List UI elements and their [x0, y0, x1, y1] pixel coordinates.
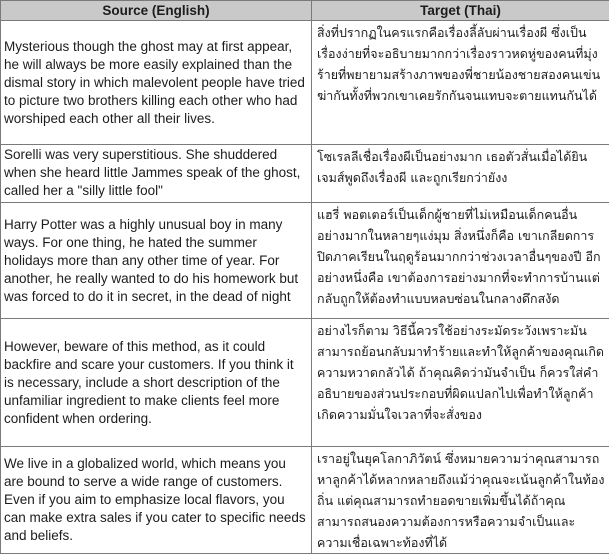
table-row [1, 447, 609, 554]
target-cell: อย่างไรก็ตาม วิธีนี้ควรใช้อย่างระมัดระวังเพราะมันสามารถย้อนกลับมาทำร้ายและทำให้ลูกค้าของคุณเกิดความหวาดกลัวได้ ถ้าคุณคิดว่ามันจำเป็น ก็ควรใส่คำอธิบายของส่วนประกอบที่ผิดแปลกไปเพื่อทำให้ลูกค้าเกิดความมั่นใจเวลาที่จะสั่งของ [312, 319, 609, 447]
source-cell: Sorelli was very superstitious. She shuddered when she heard little Jammes speak of the ghost, called her a "silly little fool" [1, 145, 312, 203]
source-cell: We live in a globalized world, which means you are bound to serve a wide range of customers. Even if you aim to emphasize local flavors, you can make extra sales if you cater to specific needs and beliefs. [1, 447, 312, 554]
table-row [1, 145, 609, 203]
table-row [1, 21, 609, 145]
source-cell: However, beware of this method, as it could backfire and scare your customers. If you think it is necessary, include a short description of the unfamiliar ingredient to make clients feel more confident when ordering. [1, 319, 312, 447]
target-cell: แฮรี่ พอตเตอร์เป็นเด็กผู้ชายที่ไม่เหมือนเด็กคนอื่นอย่างมากในหลายๆแง่มุม สิ่งหนึ่งก็คือ เขาเกลียดการปิดภาคเรียนในฤดูร้อนมากกว่าช่วงเวลาอื่นๆของปี อีกอย่างหนึ่งคือ เขาต้องการอย่างมากที่จะทำการบ้านแต่กลับถูกให้ต้องทำแบบหลบซ่อนในกลางดึกสงัด [312, 203, 609, 319]
source-column-header: Source (English) [1, 1, 312, 21]
header-row [1, 1, 609, 21]
table-row [1, 203, 609, 319]
source-cell: Harry Potter was a highly unusual boy in many ways. For one thing, he hated the summer holidays more than any other time of year. For another, he really wanted to do his homework but was forced to do it in secret, in the dead of night [1, 203, 312, 319]
target-column-header: Target (Thai) [312, 1, 609, 21]
target-cell: เราอยู่ในยุคโลกาภิวัตน์ ซึ่งหมายความว่าคุณสามารถหาลูกค้าได้หลากหลายถึงแม้ว่าคุณจะเน้นลูกค้าในท้องถิ่น แต่คุณสามารถทำยอดขายเพิ่มขึ้นได้ถ้าคุณสามารถสนองความต้องการหรือความจำเป็นและความเชื่อเฉพาะท้องที่ได้ [312, 447, 609, 554]
target-cell: สิ่งที่ปรากฏในครแรกคือเรื่องลี้ลับผ่านเรื่องผี ซึ่งเป็นเรื่องง่ายที่จะอธิบายมากกว่าเรื่องราวหดหู่ของคนที่มุ่งร้ายที่พยายามสร้างภาพของพี่ชายน้องชายสองคนเข่นฆ่ากันทั้งที่พวกเขาเคยรักกันจนแทบจะตายแทนกันได้ [312, 21, 609, 145]
target-cell: โซเรลลีเชื่อเรื่องผีเป็นอย่างมาก เธอตัวสั่นเมื่อได้ยินเจมส์พูดถึงเรื่องผี และถูกเรียกว่ายังง [312, 145, 609, 203]
source-cell: Mysterious though the ghost may at first appear, he will always be more easily explained than the dismal story in which malevolent people have tried to picture two brothers killing each other who had worshiped each other all their lives. [1, 21, 312, 145]
table-row [1, 319, 609, 447]
